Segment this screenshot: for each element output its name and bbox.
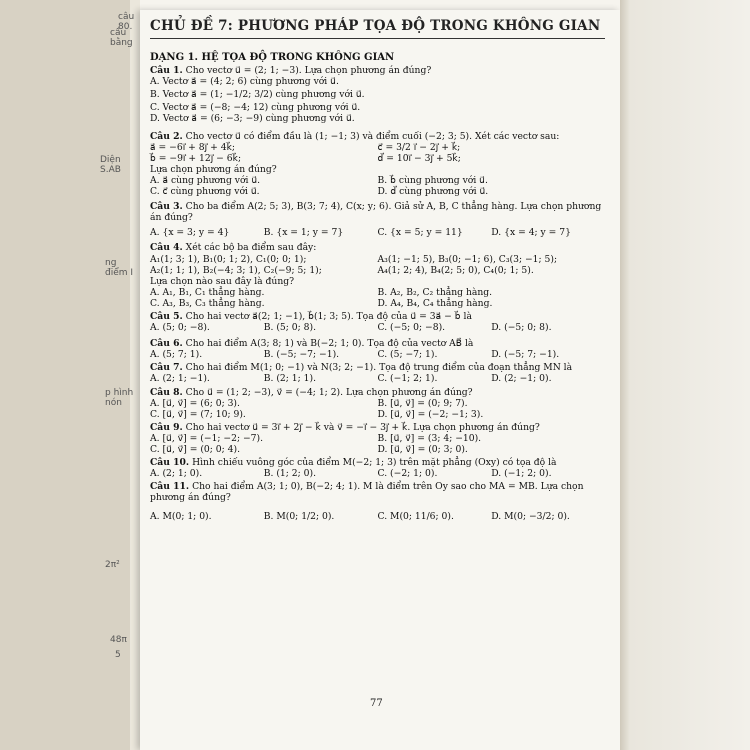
option: D. (−5; 0; 8). xyxy=(491,322,552,334)
option: B. (1; 2; 0). xyxy=(263,468,316,480)
question-text: Cho hai điểm A(3; 1; 0), B(−2; 4; 1). M là điểm trên Oy sao cho MA = MB. Lựa chọn phương án đúng? xyxy=(150,481,584,504)
question-text: Cho vectơ u⃗ có điểm đầu là (1; −1; 3) và điểm cuối (−2; 3; 5). Xét các vectơ sau: xyxy=(185,130,560,142)
chapter-title: CHỦ ĐỀ 7: PHƯƠNG PHÁP TỌA ĐỘ TRONG KHÔNG GIAN xyxy=(150,18,601,34)
right-page-edge xyxy=(620,0,750,750)
option: D. {x = 4; y = 7} xyxy=(491,227,571,239)
question-7 xyxy=(150,362,605,384)
option: C. A₃, B₃, C₃ thẳng hàng. xyxy=(150,297,265,309)
option: D. M(0; −3/2; 0). xyxy=(491,511,570,523)
option: A. {x = 3; y = 4} xyxy=(150,227,230,239)
option: C. Vectơ a⃗ = (−8; −4; 12) cùng phương với u⃗. xyxy=(150,102,361,114)
option: A. [u⃗, v⃗] = (6; 0; 3). xyxy=(150,397,240,409)
option: A. (5; 0; −8). xyxy=(150,322,210,334)
margin-text: cầu bằng xyxy=(110,28,133,48)
question-text: Xét các bộ ba điểm sau đây: xyxy=(185,242,317,254)
option: B. b⃗ cùng phương với u⃗. xyxy=(377,174,488,186)
question-text: Cho vectơ u⃗ = (2; 1; −3). Lựa chọn phương án đúng? xyxy=(185,65,432,77)
option: D. (2; −1; 0). xyxy=(491,373,552,385)
question-9 xyxy=(150,422,605,455)
option: D. (−1; 2; 0). xyxy=(491,468,552,480)
question-text: Cho hai vectơ a⃗(2; 1; −1), b⃗(1; 3; 5). Tọa độ của u⃗ = 3a⃗ − b⃗ là xyxy=(185,310,472,322)
option: C. {x = 5; y = 11} xyxy=(377,227,463,239)
option: D. (−5; 7; −1). xyxy=(491,349,560,361)
question-text: Cho u⃗ = (1; 2; −3), v⃗ = (−4; 1; 2). Lựa chọn phương án đúng? xyxy=(185,386,473,398)
option: C. (−5; 0; −8). xyxy=(377,322,446,334)
question-text: Cho hai điểm A(3; 8; 1) và B(−2; 1; 0). Tọa độ của vectơ AB⃗ là xyxy=(185,338,474,350)
question-head: Câu 9. xyxy=(150,421,183,433)
option: A. a⃗ cùng phương với u⃗. xyxy=(150,174,261,186)
option: B. (5; 0; 8). xyxy=(263,322,316,334)
point-set: A₁(1; 3; 1), B₁(0; 1; 2), C₁(0; 0; 1); xyxy=(150,253,307,265)
vector-item: a⃗ = −6i⃗ + 8j⃗ + 4k⃗; xyxy=(150,141,236,153)
question-text: Cho hai vectơ u⃗ = 3i⃗ + 2j⃗ − k⃗ và v⃗ = −i⃗ − 3j⃗ + k⃗. Lựa chọn phương án đúng? xyxy=(185,421,540,433)
margin-text: p hình nón xyxy=(105,388,134,408)
question-5 xyxy=(150,311,605,333)
point-set: A₃(1; −1; 5), B₃(0; −1; 6), C₃(3; −1; 5); xyxy=(377,253,558,265)
option: A. (2; 1; −1). xyxy=(150,373,210,385)
question-1 xyxy=(150,65,605,124)
title-rule xyxy=(150,38,605,39)
option: B. Vectơ a⃗ = (1; −1/2; 3/2) cùng phương với u⃗. xyxy=(150,89,365,101)
option: D. [u⃗, v⃗] = (0; 3; 0). xyxy=(377,444,468,455)
option: D. d⃗ cùng phương với u⃗. xyxy=(377,186,489,198)
option: C. (5; −7; 1). xyxy=(377,349,438,361)
question-head: Câu 7. xyxy=(150,362,183,374)
question-6 xyxy=(150,338,605,360)
point-set: A₂(1; 1; 1), B₂(−4; 3; 1), C₂(−9; 5; 1); xyxy=(150,264,322,276)
content xyxy=(150,52,605,523)
question-4 xyxy=(150,242,605,309)
option: A. (2; 1; 0). xyxy=(150,468,203,480)
question-head: Câu 6. xyxy=(150,338,183,350)
option: B. (2; 1; 1). xyxy=(263,373,316,385)
question-8 xyxy=(150,387,605,420)
option: B. [u⃗, v⃗] = (3; 4; −10). xyxy=(377,432,482,444)
option: C. c⃗ cùng phương với u⃗. xyxy=(150,186,260,198)
question-prompt: Lựa chọn phương án đúng? xyxy=(150,163,277,175)
margin-text: Diện S.AB xyxy=(100,155,121,175)
option: A. A₁, B₁, C₁ thẳng hàng. xyxy=(150,286,265,298)
question-head: Câu 11. xyxy=(150,481,190,493)
question-10 xyxy=(150,457,605,479)
option: D. Vectơ a⃗ = (6; −3; −9) cùng phương với u⃗. xyxy=(150,113,355,125)
margin-text: 48π xyxy=(110,635,127,645)
point-set: A₄(1; 2; 4), B₄(2; 5; 0), C₄(0; 1; 5). xyxy=(377,264,534,276)
margin-text: câu 80. xyxy=(118,12,135,32)
question-head: Câu 2. xyxy=(150,130,183,142)
question-prompt: Lựa chọn nào sau đây là đúng? xyxy=(150,275,295,287)
option: B. (−5; −7; −1). xyxy=(263,349,340,361)
option: C. (−2; 1; 0). xyxy=(377,468,438,480)
question-head: Câu 10. xyxy=(150,457,190,469)
option: C. [u⃗, v⃗] = (7; 10; 9). xyxy=(150,408,246,420)
margin-text: 2π² xyxy=(105,560,120,570)
option: D. [u⃗, v⃗] = (−2; −1; 3). xyxy=(377,408,484,420)
option: B. M(0; 1/2; 0). xyxy=(263,511,335,523)
question-head: Câu 4. xyxy=(150,242,183,254)
option: B. {x = 1; y = 7} xyxy=(263,227,344,239)
question-text: Cho ba điểm A(2; 5; 3), B(3; 7; 4), C(x; y; 6). Giả sử A, B, C thẳng hàng. Lựa chọn phương án đúng? xyxy=(150,201,602,224)
question-head: Câu 5. xyxy=(150,310,183,322)
option: A. (5; 7; 1). xyxy=(150,349,203,361)
left-page-edge xyxy=(0,0,140,750)
margin-text: ng điểm I xyxy=(105,258,134,278)
option: C. (−1; 2; 1). xyxy=(377,373,438,385)
margin-text: 5 xyxy=(115,650,121,660)
vector-item: b⃗ = −9i⃗ + 12j⃗ − 6k⃗; xyxy=(150,152,242,164)
option: B. [u⃗, v⃗] = (0; 9; 7). xyxy=(377,397,468,409)
question-text: Cho hai điểm M(1; 0; −1) và N(3; 2; −1). Tọa độ trung điểm của đoạn thẳng MN là xyxy=(185,362,573,374)
section-title: DẠNG 1. HỆ TỌA ĐỘ TRONG KHÔNG GIAN xyxy=(150,52,395,63)
question-11 xyxy=(150,481,605,522)
question-head: Câu 1. xyxy=(150,65,183,77)
vector-item: d⃗ = 10i⃗ − 3j⃗ + 5k⃗; xyxy=(377,152,461,164)
question-text: Hình chiếu vuông góc của điểm M(−2; 1; 3) trên mặt phẳng (Oxy) có tọa độ là xyxy=(192,457,557,469)
question-3 xyxy=(150,201,605,238)
question-2 xyxy=(150,131,605,198)
option: C. M(0; 11/6; 0). xyxy=(377,511,454,523)
option: A. Vectơ a⃗ = (4; 2; 6) cùng phương với u⃗. xyxy=(150,76,339,88)
option: A. [u⃗, v⃗] = (−1; −2; −7). xyxy=(150,432,264,444)
option: A. M(0; 1; 0). xyxy=(150,511,212,523)
vector-item: c⃗ = 3/2 i⃗ − 2j⃗ + k⃗; xyxy=(377,141,461,153)
question-head: Câu 8. xyxy=(150,386,183,398)
option: B. A₂, B₂, C₂ thẳng hàng. xyxy=(377,286,493,298)
question-head: Câu 3. xyxy=(150,201,183,213)
option: D. A₄, B₄, C₄ thẳng hàng. xyxy=(377,297,493,309)
page-number: 77 xyxy=(370,698,383,709)
option: C. [u⃗, v⃗] = (0; 0; 4). xyxy=(150,444,241,455)
